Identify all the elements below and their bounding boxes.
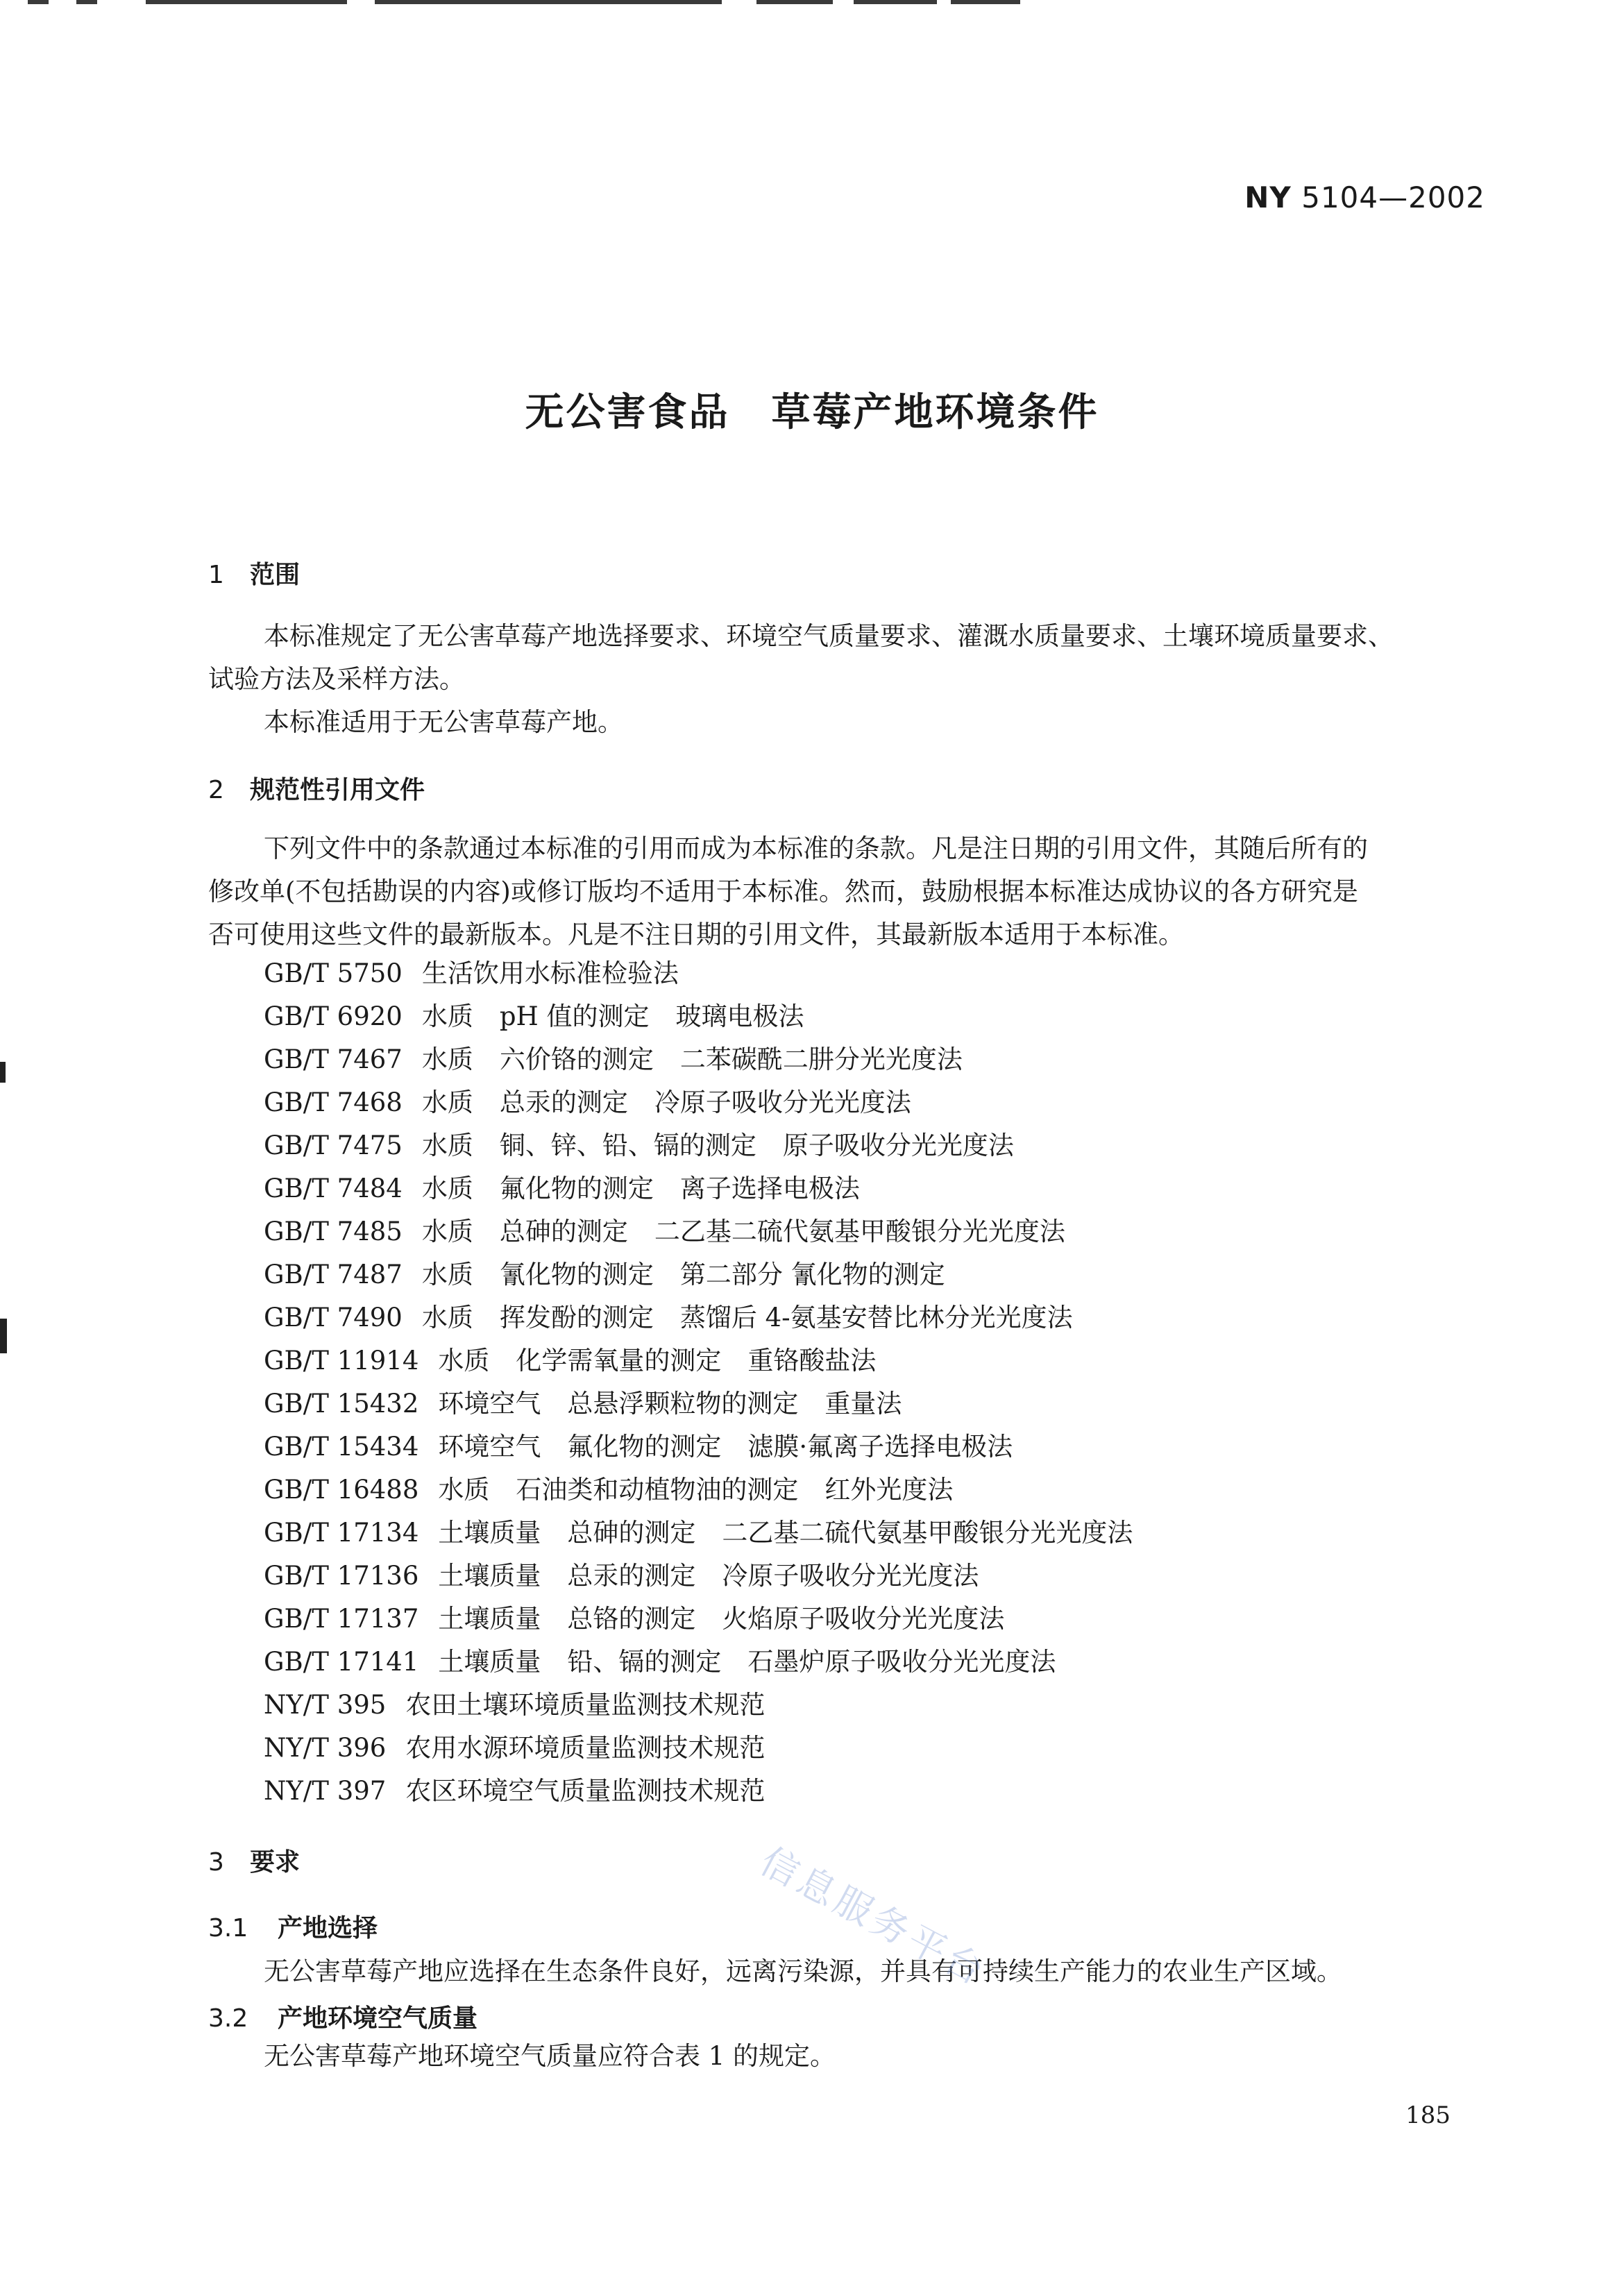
reference-code: GB/T 17136 [264, 1561, 419, 1591]
reference-part: 氟化物的测定 [499, 1174, 654, 1203]
reference-code: GB/T 7467 [264, 1044, 403, 1074]
reference-part: 总砷的测定 [567, 1518, 696, 1548]
reference-part: 铅、镉的测定 [567, 1647, 722, 1677]
reference-list [264, 952, 1133, 1813]
reference-code: GB/T 15434 [264, 1432, 419, 1462]
reference-code: NY/T 396 [264, 1733, 387, 1763]
section-number: 3.2 [208, 2004, 248, 2033]
reference-part: 化学需氧量的测定 [516, 1346, 722, 1376]
reference-part: 农田土壤环境质量监测技术规范 [405, 1690, 766, 1720]
reference-code: GB/T 7475 [264, 1131, 403, 1160]
reference-part: 二乙基二硫代氨基甲酸银分光光度法 [654, 1217, 1065, 1246]
reference-part: 总铬的测定 [567, 1604, 696, 1634]
document-title [0, 382, 1624, 437]
reference-part: 水质 [421, 1044, 473, 1074]
reference-part: 总悬浮颗粒物的测定 [567, 1389, 799, 1419]
scan-edge-mark [0, 1062, 6, 1083]
reference-part: 水质 [421, 1001, 473, 1031]
reference-item [264, 1425, 1133, 1469]
section-3-1-heading [208, 1909, 378, 1944]
reference-part: pH 值的测定 [499, 1001, 650, 1031]
standard-code: 5104—2002 [1301, 180, 1485, 214]
paragraph-line: 修改单(不包括勘误的内容)或修订版均不适用于本标准。然而，鼓励根据本标准达成协议的各方研究是 [208, 877, 1358, 906]
reference-part: 水质 [438, 1475, 490, 1505]
reference-part: 水质 [438, 1346, 490, 1376]
reference-part: 环境空气 [438, 1432, 541, 1462]
page-number: 185 [1405, 2101, 1450, 2129]
paragraph-line: 试验方法及采样方法。 [208, 664, 465, 694]
reference-part: 二乙基二硫代氨基甲酸银分光光度法 [722, 1518, 1133, 1548]
reference-item [264, 1296, 1133, 1339]
scan-edge-mark [0, 1319, 7, 1353]
reference-item [264, 1641, 1133, 1684]
reference-part: 水质 [421, 1260, 473, 1289]
reference-part: 铜、锌、铅、镉的测定 [499, 1131, 756, 1160]
reference-item [264, 1512, 1133, 1555]
reference-part: 农用水源环境质量监测技术规范 [405, 1733, 766, 1763]
reference-code: GB/T 7490 [264, 1303, 403, 1332]
reference-part: 氰化物的测定 [499, 1260, 654, 1289]
paragraph-line: 否可使用这些文件的最新版本。凡是不注日期的引用文件，其最新版本适用于本标准。 [208, 920, 1184, 949]
reference-part: 总砷的测定 [499, 1217, 628, 1246]
reference-part: 离子选择电极法 [679, 1174, 860, 1203]
paragraph-line: 下列文件中的条款通过本标准的引用而成为本标准的条款。凡是注日期的引用文件，其随后所有的 [264, 834, 1368, 863]
section-number: 1 [208, 561, 224, 589]
reference-item [264, 1124, 1133, 1167]
reference-item [264, 1339, 1133, 1382]
reference-code: GB/T 17134 [264, 1518, 419, 1548]
reference-code: GB/T 17141 [264, 1647, 419, 1677]
reference-part: 水质 [421, 1174, 473, 1203]
reference-part: 石油类和动植物油的测定 [516, 1475, 799, 1505]
section-title: 产地选择 [278, 1914, 378, 1943]
paragraph-line: 本标准适用于无公害草莓产地。 [264, 707, 623, 737]
reference-code: GB/T 7487 [264, 1260, 403, 1289]
reference-item [264, 1469, 1133, 1512]
reference-item [264, 952, 1133, 995]
reference-item [264, 1727, 1133, 1770]
reference-part: 第二部分 氰化物的测定 [679, 1260, 945, 1289]
reference-code: GB/T 7484 [264, 1174, 403, 1203]
watermark: 信息服务平台 [753, 1838, 995, 1995]
reference-part: 总汞的测定 [567, 1561, 696, 1591]
reference-part: 玻璃电极法 [675, 1001, 804, 1031]
reference-part: 土壤质量 [438, 1561, 541, 1591]
reference-part: 总汞的测定 [499, 1088, 628, 1117]
reference-code: GB/T 6920 [264, 1001, 403, 1031]
reference-part: 氟化物的测定 [567, 1432, 722, 1462]
reference-code: GB/T 7468 [264, 1088, 403, 1117]
reference-part: 红外光度法 [824, 1475, 954, 1505]
reference-code: NY/T 397 [264, 1776, 387, 1806]
reference-part: 挥发酚的测定 [499, 1303, 654, 1332]
section-title: 规范性引用文件 [250, 776, 425, 804]
reference-part: 六价铬的测定 [499, 1044, 654, 1074]
section-2-heading [208, 770, 425, 806]
reference-part: 水质 [421, 1131, 473, 1160]
paragraph-line: 无公害草莓产地应选择在生态条件良好，远离污染源，并具有可持续生产能力的农业生产区域。 [264, 1956, 1342, 1986]
reference-part: 水质 [421, 1217, 473, 1246]
section-title: 产地环境空气质量 [278, 2004, 478, 2033]
reference-part: 生活饮用水标准检验法 [421, 958, 679, 988]
reference-item [264, 1555, 1133, 1598]
standard-prefix: NY [1244, 180, 1292, 214]
section-1-heading [208, 555, 300, 591]
reference-code: GB/T 16488 [264, 1475, 419, 1505]
reference-part: 冷原子吸收分光光度法 [722, 1561, 979, 1591]
reference-code: GB/T 11914 [264, 1346, 419, 1376]
standard-number [1244, 180, 1485, 214]
reference-item [264, 1210, 1133, 1253]
reference-code: NY/T 395 [264, 1690, 387, 1720]
reference-item [264, 1684, 1133, 1727]
section-number: 2 [208, 776, 224, 804]
section-3-heading [208, 1843, 300, 1878]
paragraph-line: 本标准规定了无公害草莓产地选择要求、环境空气质量要求、灌溉水质量要求、土壤环境质量要求、 [264, 621, 1394, 651]
reference-part: 土壤质量 [438, 1647, 541, 1677]
reference-code: GB/T 17137 [264, 1604, 419, 1634]
reference-part: 土壤质量 [438, 1604, 541, 1634]
reference-item [264, 995, 1133, 1038]
reference-item [264, 1770, 1133, 1813]
reference-item [264, 1253, 1133, 1296]
title-part-1: 无公害食品 [525, 390, 730, 435]
title-part-2: 草莓产地环境条件 [771, 390, 1099, 435]
reference-part: 滤膜·氟离子选择电极法 [747, 1432, 1013, 1462]
reference-part: 重量法 [824, 1389, 902, 1419]
reference-part: 二苯碳酰二肼分光光度法 [679, 1044, 963, 1074]
reference-part: 原子吸收分光光度法 [782, 1131, 1014, 1160]
reference-part: 蒸馏后 4-氨基安替比林分光光度法 [679, 1303, 1073, 1332]
reference-item [264, 1167, 1133, 1210]
section-3-2-heading [208, 1999, 477, 2034]
reference-part: 水质 [421, 1303, 473, 1332]
reference-part: 环境空气 [438, 1389, 541, 1419]
reference-part: 水质 [421, 1088, 473, 1117]
section-title: 范围 [250, 561, 301, 589]
reference-item [264, 1038, 1133, 1081]
reference-part: 冷原子吸收分光光度法 [654, 1088, 911, 1117]
paragraph-line: 无公害草莓产地环境空气质量应符合表 1 的规定。 [264, 2041, 836, 2071]
reference-part: 火焰原子吸收分光光度法 [722, 1604, 1005, 1634]
reference-code: GB/T 7485 [264, 1217, 403, 1246]
section-number: 3 [208, 1848, 224, 1877]
reference-part: 土壤质量 [438, 1518, 541, 1548]
reference-item [264, 1382, 1133, 1425]
reference-code: GB/T 5750 [264, 958, 403, 988]
reference-code: GB/T 15432 [264, 1389, 419, 1419]
reference-part: 农区环境空气质量监测技术规范 [405, 1776, 766, 1806]
reference-item [264, 1598, 1133, 1641]
scan-artifact-top [0, 0, 1624, 10]
reference-item [264, 1081, 1133, 1124]
section-title: 要求 [250, 1848, 301, 1877]
reference-part: 石墨炉原子吸收分光光度法 [747, 1647, 1056, 1677]
reference-part: 重铬酸盐法 [747, 1346, 877, 1376]
section-number: 3.1 [208, 1914, 248, 1943]
